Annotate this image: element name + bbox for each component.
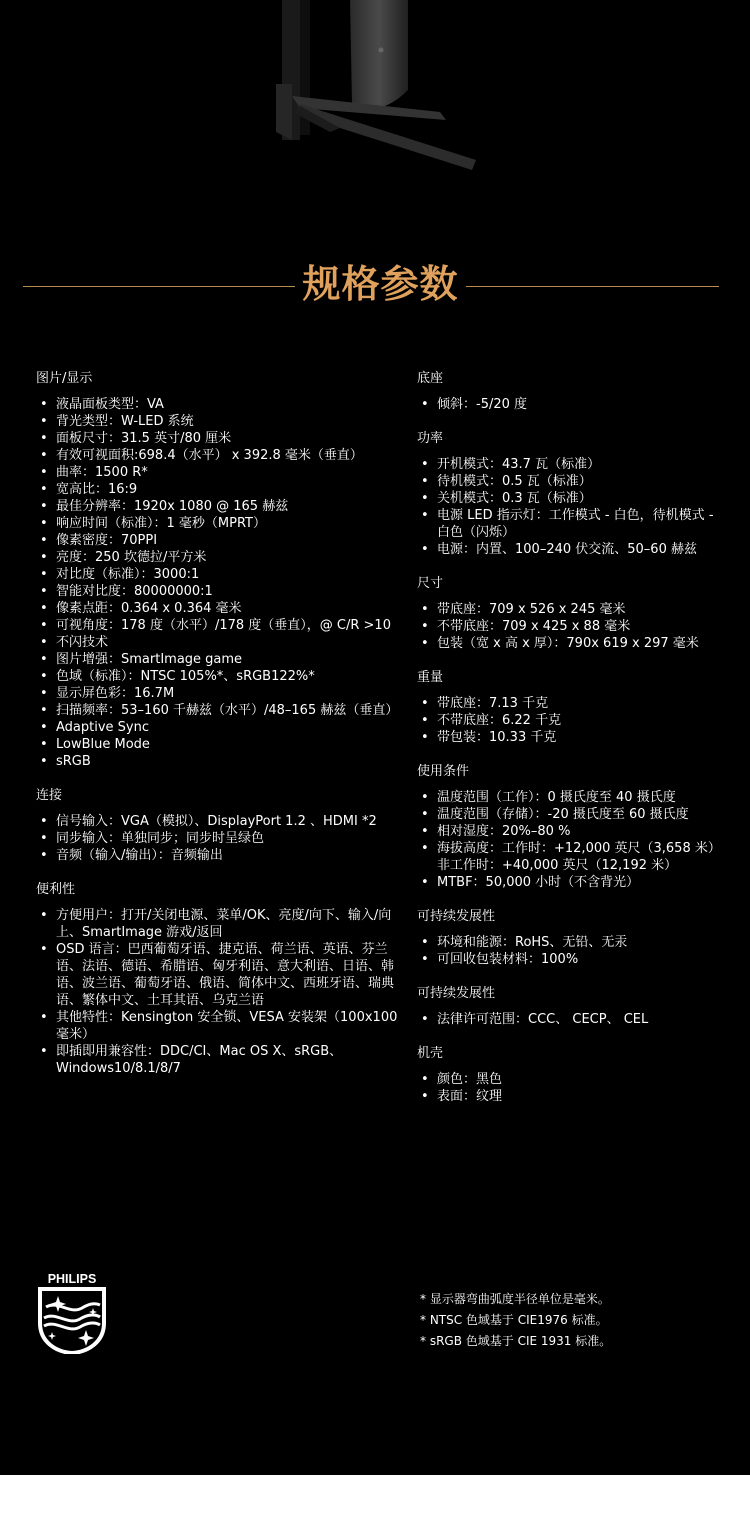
spec-list xyxy=(417,1071,727,1105)
bullet-icon: • xyxy=(421,619,429,634)
bullet-icon: • xyxy=(40,414,48,429)
bullet-icon: • xyxy=(40,601,48,616)
spec-item xyxy=(36,498,402,515)
bullet-icon: • xyxy=(40,448,48,463)
bullet-icon: • xyxy=(40,942,48,957)
spec-item-text: 待机模式：0.5 瓦（标准） xyxy=(437,474,592,489)
spec-list xyxy=(417,456,727,558)
bullet-icon: • xyxy=(421,397,429,412)
spec-item-text: 可视角度：178 度（水平）/178 度（垂直），@ C/R >10 xyxy=(56,618,391,633)
spec-item xyxy=(417,729,727,746)
spec-item-text: sRGB xyxy=(56,754,91,769)
spec-item xyxy=(36,719,402,736)
spec-item-text: 电源 LED 指示灯：工作模式 - 白色，待机模式 - 白色（闪烁） xyxy=(437,508,714,540)
spec-item-text: 面板尺寸：31.5 英寸/80 厘米 xyxy=(56,431,232,446)
spec-item-text: Adaptive Sync xyxy=(56,720,149,735)
spec-item xyxy=(417,695,727,712)
spec-item xyxy=(36,413,402,430)
spec-item xyxy=(36,847,402,864)
spec-item xyxy=(417,874,727,891)
spec-item-text: 液晶面板类型：VA xyxy=(56,397,164,412)
spec-item xyxy=(36,830,402,847)
footnote: * sRGB 色域基于 CIE 1931 标准。 xyxy=(420,1334,612,1348)
spec-list xyxy=(417,695,727,746)
spec-item-text: 色域（标准）：NTSC 105%*、sRGB122%* xyxy=(56,669,315,684)
bullet-icon: • xyxy=(40,720,48,735)
bullet-icon: • xyxy=(40,737,48,752)
bullet-icon: • xyxy=(40,567,48,582)
section-title-bar xyxy=(0,258,750,314)
bullet-icon: • xyxy=(421,841,429,856)
bullet-icon: • xyxy=(421,602,429,617)
spec-item xyxy=(417,601,727,618)
spec-item-text: 不闪技术 xyxy=(56,635,109,650)
spec-item-text: 最佳分辨率：1920x 1080 @ 165 赫兹 xyxy=(56,499,289,514)
bullet-icon: • xyxy=(421,730,429,745)
spec-item xyxy=(417,396,727,413)
brand-wordmark: PHILIPS xyxy=(47,1272,97,1286)
spec-item-text: LowBlue Mode xyxy=(56,737,150,752)
spec-item xyxy=(36,481,402,498)
spec-item-text: 温度范围（工作）：0 摄氏度至 40 摄氏度 xyxy=(437,790,676,805)
spec-item-text: 相对湿度：20%–80 % xyxy=(437,824,571,839)
bullet-icon: • xyxy=(421,952,429,967)
footnotes xyxy=(420,1289,611,1352)
spec-item xyxy=(417,1011,727,1028)
spec-list xyxy=(417,601,727,652)
spec-item xyxy=(36,941,402,1009)
bullet-icon: • xyxy=(40,516,48,531)
spec-item-text: 不带底座：709 x 425 x 88 毫米 xyxy=(437,619,631,634)
spec-item-text: 图片增强：SmartImage game xyxy=(56,652,243,667)
spec-section-title: 机壳 xyxy=(417,1046,444,1061)
bullet-icon: • xyxy=(421,875,429,890)
spec-section xyxy=(417,430,727,558)
spec-section-title: 底座 xyxy=(417,371,444,386)
spec-list xyxy=(417,396,727,413)
spec-item xyxy=(36,549,402,566)
spec-item xyxy=(36,617,402,634)
page-title: 规格参数 xyxy=(302,262,459,306)
spec-item-text: 背光类型：W-LED 系统 xyxy=(56,414,194,429)
spec-item xyxy=(417,823,727,840)
spec-item xyxy=(36,430,402,447)
spec-item-text: 海拔高度：工作时：+12,000 英尺（3,658 米） 非工作时：+40,000 英尺（12,192 米） xyxy=(437,841,721,873)
bullet-icon: • xyxy=(40,848,48,863)
spec-section xyxy=(417,985,727,1028)
bullet-icon: • xyxy=(40,618,48,633)
spec-item-text: 带底座：7.13 千克 xyxy=(437,696,549,711)
spec-item-text: 响应时间（标准）：1 毫秒（MPRT） xyxy=(56,516,266,531)
bullet-icon: • xyxy=(40,533,48,548)
bullet-icon: • xyxy=(421,807,429,822)
philips-logo xyxy=(38,1268,106,1354)
spec-section-title: 连接 xyxy=(36,788,63,803)
bullet-icon: • xyxy=(40,550,48,565)
spec-section-title: 便利性 xyxy=(36,882,76,897)
spec-item-text: 表面：纹理 xyxy=(437,1089,503,1104)
spec-list xyxy=(417,1011,727,1028)
bullet-icon: • xyxy=(421,1089,429,1104)
spec-section-title: 可持续发展性 xyxy=(417,986,496,1001)
bullet-icon: • xyxy=(40,908,48,923)
spec-item xyxy=(36,515,402,532)
spec-section-title: 重量 xyxy=(417,670,444,685)
bullet-icon: • xyxy=(421,1072,429,1087)
spec-item xyxy=(36,447,402,464)
bullet-icon: • xyxy=(40,754,48,769)
spec-item xyxy=(36,651,402,668)
spec-list xyxy=(36,907,402,1077)
spec-item xyxy=(417,934,727,951)
spec-item-text: 扫描频率：53–160 千赫兹（水平）/48–165 赫兹（垂直） xyxy=(56,703,399,718)
spec-item xyxy=(417,951,727,968)
spec-item xyxy=(36,464,402,481)
spec-item-text: 关机模式：0.3 瓦（标准） xyxy=(437,491,592,506)
spec-section xyxy=(417,908,727,968)
spec-item xyxy=(417,541,727,558)
spec-item xyxy=(36,907,402,941)
spec-item xyxy=(36,668,402,685)
spec-section xyxy=(417,575,727,652)
spec-item-text: 环境和能源：RoHS、无铅、无汞 xyxy=(437,935,628,950)
spec-section-title: 使用条件 xyxy=(417,764,470,779)
spec-item xyxy=(417,1088,727,1105)
bullet-icon: • xyxy=(421,508,429,523)
monitor-stand-image xyxy=(0,0,750,240)
bullet-icon: • xyxy=(40,669,48,684)
spec-item-text: OSD 语言：巴西葡萄牙语、捷克语、荷兰语、英语、芬兰 语、法语、德语、希腊语、匈牙利语、意大利语、日语、韩 语、波兰语、葡萄牙语、俄语、简体中文、西班牙语、瑞典 语、繁体中文、土耳其语、乌克兰语 xyxy=(56,942,395,1008)
spec-section xyxy=(417,763,727,891)
bullet-icon: • xyxy=(40,465,48,480)
bullet-icon: • xyxy=(421,935,429,950)
bullet-icon: • xyxy=(40,831,48,846)
spec-item-text: 信号输入：VGA（模拟）、DisplayPort 1.2 、HDMI *2 xyxy=(56,814,377,829)
title-divider-right xyxy=(466,286,719,287)
title-divider-left xyxy=(23,286,295,287)
spec-column-left xyxy=(36,370,402,1094)
spec-item-text: 像素点距：0.364 x 0.364 毫米 xyxy=(56,601,242,616)
spec-item-text: 有效可视面积:698.4（水平） x 392.8 毫米（垂直） xyxy=(56,448,363,463)
spec-item-text: 其他特性：Kensington 安全锁、VESA 安装架（100x100 毫米） xyxy=(56,1010,398,1042)
spec-section xyxy=(417,1045,727,1105)
spec-item xyxy=(36,813,402,830)
bullet-icon: • xyxy=(40,703,48,718)
spec-item-text: 即插即用兼容性：DDC/CI、Mac OS X、sRGB、 Windows10/8.1/8/7 xyxy=(56,1044,343,1076)
spec-item xyxy=(36,702,402,719)
spec-item xyxy=(36,685,402,702)
spec-item xyxy=(36,396,402,413)
bullet-icon: • xyxy=(40,431,48,446)
spec-item xyxy=(417,806,727,823)
bullet-icon: • xyxy=(40,397,48,412)
bullet-icon: • xyxy=(40,814,48,829)
spec-list xyxy=(417,934,727,968)
spec-item-text: 同步输入：单独同步；同步时呈绿色 xyxy=(56,831,265,846)
spec-item xyxy=(36,583,402,600)
spec-item xyxy=(36,600,402,617)
bullet-icon: • xyxy=(40,635,48,650)
spec-item-text: 倾斜：-5/20 度 xyxy=(437,397,528,412)
spec-column-right xyxy=(417,370,727,1122)
spec-item-text: 方便用户：打开/关闭电源、菜单/OK、亮度/向下、输入/向 上、SmartImage 游戏/返回 xyxy=(56,908,392,940)
spec-item-text: 亮度：250 坎德拉/平方米 xyxy=(56,550,207,565)
bullet-icon: • xyxy=(40,482,48,497)
bullet-icon: • xyxy=(40,686,48,701)
spec-item xyxy=(36,634,402,651)
bullet-icon: • xyxy=(421,542,429,557)
bullet-icon: • xyxy=(40,584,48,599)
spec-item-text: 音频（输入/输出）：音频输出 xyxy=(56,848,223,863)
spec-section xyxy=(36,881,402,1077)
spec-item-text: 法律许可范围：CCC、 CECP、 CEL xyxy=(437,1012,649,1027)
spec-item-text: 开机模式：43.7 瓦（标准） xyxy=(437,457,601,472)
spec-item xyxy=(417,490,727,507)
bullet-icon: • xyxy=(421,790,429,805)
bullet-icon: • xyxy=(40,1010,48,1025)
spec-item xyxy=(417,840,727,874)
spec-item xyxy=(36,1043,402,1077)
spec-section-title: 尺寸 xyxy=(417,576,444,591)
spec-item-text: 像素密度：70PPI xyxy=(56,533,158,548)
spec-item xyxy=(417,712,727,729)
spec-item xyxy=(36,736,402,753)
bullet-icon: • xyxy=(421,474,429,489)
spec-section-title: 可持续发展性 xyxy=(417,909,496,924)
spec-item-text: 可回收包装材料：100% xyxy=(437,952,579,967)
spec-item xyxy=(417,507,727,541)
spec-item-text: 不带底座：6.22 千克 xyxy=(437,713,562,728)
spec-list xyxy=(36,813,402,864)
spec-item-text: 温度范围（存储）：-20 摄氏度至 60 摄氏度 xyxy=(437,807,689,822)
bullet-icon: • xyxy=(421,636,429,651)
spec-section xyxy=(36,787,402,864)
spec-item-text: 带底座：709 x 526 x 245 毫米 xyxy=(437,602,626,617)
spec-item xyxy=(36,532,402,549)
spec-section xyxy=(36,370,402,770)
footnote: * 显示器弯曲弧度半径单位是毫米。 xyxy=(420,1292,610,1306)
bullet-icon: • xyxy=(40,499,48,514)
spec-section-title: 功率 xyxy=(417,431,444,446)
bullet-icon: • xyxy=(421,824,429,839)
spec-item-text: 颜色：黑色 xyxy=(437,1072,503,1087)
spec-item-text: MTBF：50,000 小时（不含背光） xyxy=(437,875,640,890)
spec-section xyxy=(417,370,727,413)
spec-item xyxy=(36,566,402,583)
spec-item xyxy=(417,473,727,490)
spec-item xyxy=(417,456,727,473)
spec-section-title: 图片/显示 xyxy=(36,371,93,386)
footnote: * NTSC 色域基于 CIE1976 标准。 xyxy=(420,1313,608,1327)
spec-item-text: 显示屏色彩：16.7M xyxy=(56,686,175,701)
bullet-icon: • xyxy=(421,1012,429,1027)
spec-item xyxy=(417,635,727,652)
spec-item xyxy=(36,753,402,770)
bullet-icon: • xyxy=(40,1044,48,1059)
spec-item-text: 宽高比：16:9 xyxy=(56,482,138,497)
spec-item-text: 带包装：10.33 千克 xyxy=(437,730,557,745)
spec-item-text: 电源：内置、100–240 伏交流、50–60 赫兹 xyxy=(437,542,697,557)
spec-item-text: 对比度（标准）：3000:1 xyxy=(56,567,200,582)
spec-section xyxy=(417,669,727,746)
spec-item-text: 包装（宽 x 高 x 厚）：790x 619 x 297 毫米 xyxy=(437,636,699,651)
bullet-icon: • xyxy=(40,652,48,667)
spec-list xyxy=(417,789,727,891)
spec-list xyxy=(36,396,402,770)
bullet-icon: • xyxy=(421,457,429,472)
bullet-icon: • xyxy=(421,491,429,506)
spec-item xyxy=(417,618,727,635)
bullet-icon: • xyxy=(421,696,429,711)
bullet-icon: • xyxy=(421,713,429,728)
spec-item xyxy=(417,1071,727,1088)
spec-item-text: 曲率：1500 R* xyxy=(56,465,148,480)
spec-item xyxy=(36,1009,402,1043)
spec-item xyxy=(417,789,727,806)
spec-item-text: 智能对比度：80000000:1 xyxy=(56,584,213,599)
